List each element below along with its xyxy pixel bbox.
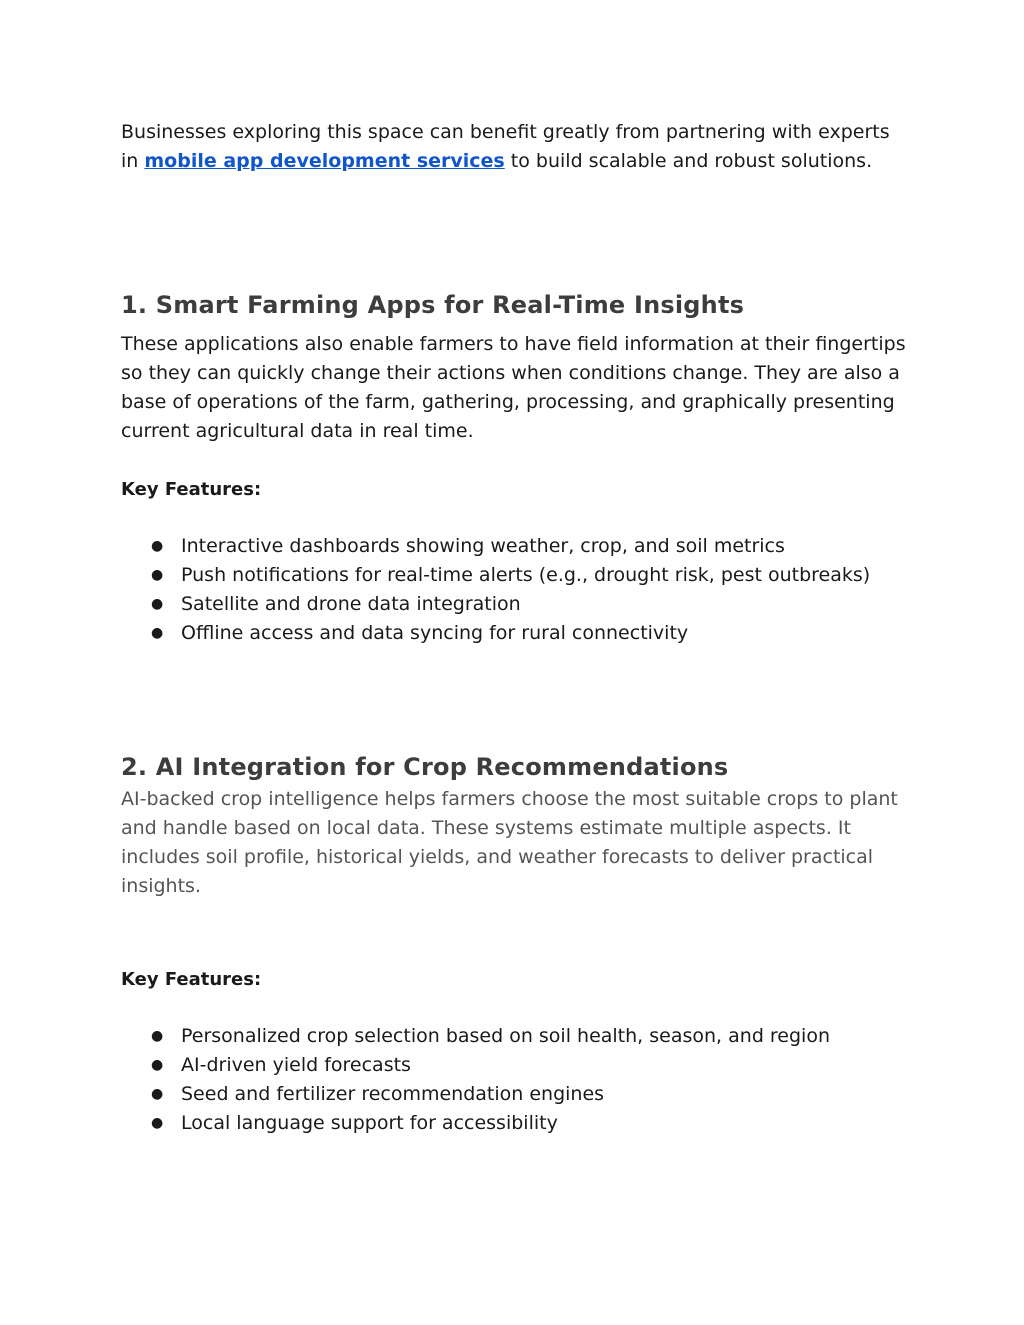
feature-text: Personalized crop selection based on soil health, season, and region bbox=[181, 1025, 831, 1047]
list-item bbox=[121, 590, 911, 619]
list-item bbox=[121, 1051, 911, 1080]
list-item bbox=[121, 619, 911, 648]
bullet-icon: ● bbox=[151, 1086, 164, 1102]
feature-text: Offline access and data syncing for rural connectivity bbox=[181, 622, 689, 644]
list-item bbox=[121, 1080, 911, 1109]
bullet-icon: ● bbox=[151, 1057, 164, 1073]
intro-text-before-link: Businesses exploring this space can benefit greatly from partnering with experts in bbox=[121, 121, 890, 172]
bullet-icon: ● bbox=[151, 1028, 164, 1044]
bullet-icon: ● bbox=[151, 538, 164, 554]
bullet-icon: ● bbox=[151, 1115, 164, 1131]
section-1-feature-list bbox=[121, 532, 911, 648]
section-2-key-features-label: Key Features: bbox=[121, 969, 262, 990]
intro-text-after-link: to build scalable and robust solutions. bbox=[504, 150, 873, 172]
section-1-paragraph: These applications also enable farmers to have field information at their fingertips so they can quickly change their actions when conditions change. They are also a base of operations of the farm, gathering, processing, and graphically presenting current agricultural data in real time. bbox=[121, 333, 906, 442]
list-item bbox=[121, 1022, 911, 1051]
mobile-app-development-link[interactable]: mobile app development services bbox=[144, 150, 505, 172]
bullet-icon: ● bbox=[151, 567, 164, 583]
list-item bbox=[121, 532, 911, 561]
list-item bbox=[121, 561, 911, 590]
bullet-icon: ● bbox=[151, 596, 164, 612]
section-1-key-features-label: Key Features: bbox=[121, 479, 262, 500]
intro-paragraph bbox=[121, 118, 911, 176]
list-item bbox=[121, 1109, 911, 1138]
feature-text: AI-driven yield forecasts bbox=[181, 1054, 411, 1076]
section-2-feature-list bbox=[121, 1022, 911, 1138]
section-2-heading: 2. AI Integration for Crop Recommendations bbox=[121, 753, 729, 781]
bullet-icon: ● bbox=[151, 625, 164, 641]
feature-text: Satellite and drone data integration bbox=[181, 593, 521, 615]
section-1-heading: 1. Smart Farming Apps for Real-Time Insights bbox=[121, 291, 745, 319]
feature-text: Push notifications for real-time alerts (e.g., drought risk, pest outbreaks) bbox=[181, 564, 871, 586]
section-2-paragraph: AI-backed crop intelligence helps farmers choose the most suitable crops to plant and handle based on local data. These systems estimate multiple aspects. It includes soil profile, historical yields, and weather forecasts to deliver practical insights. bbox=[121, 788, 898, 897]
feature-text: Interactive dashboards showing weather, crop, and soil metrics bbox=[181, 535, 785, 557]
feature-text: Local language support for accessibility bbox=[181, 1112, 558, 1134]
feature-text: Seed and fertilizer recommendation engines bbox=[181, 1083, 605, 1105]
